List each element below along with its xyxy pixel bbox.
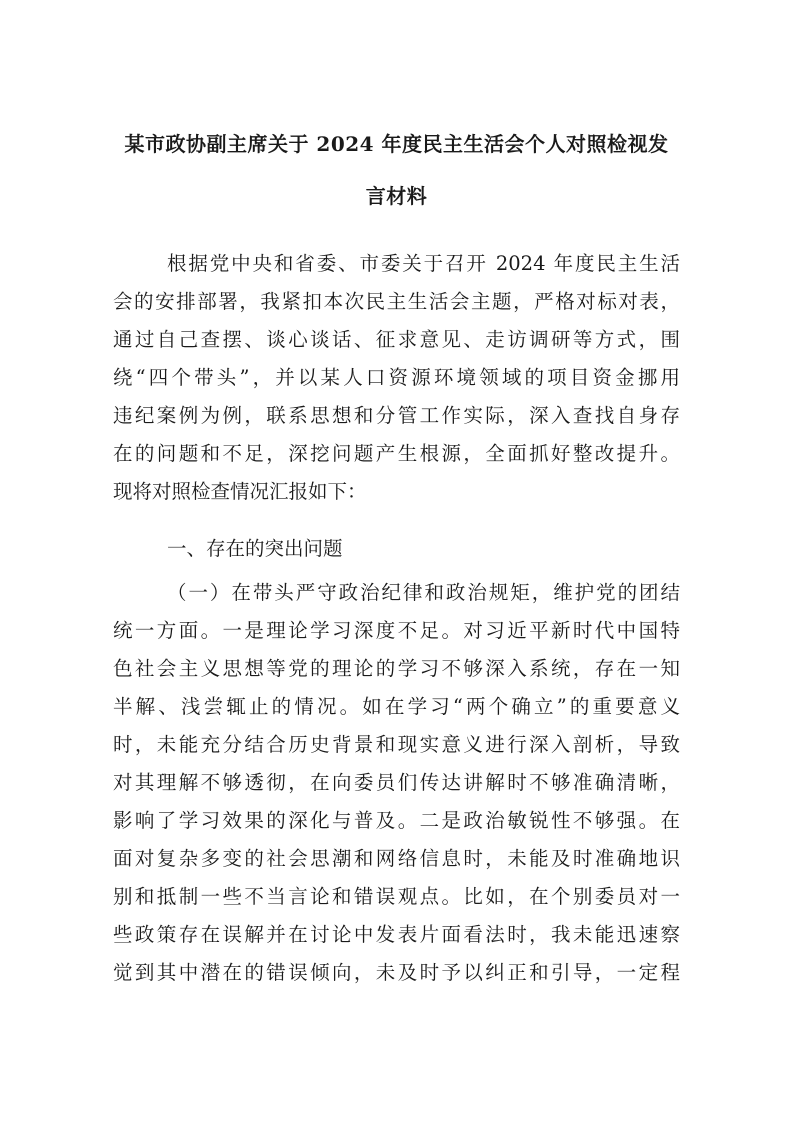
paragraph-line: 违纪案例为例，联系思想和分管工作实际，深入查找自身存 bbox=[113, 404, 680, 427]
paragraph-line: 绕“四个带头”，并以某人口资源环境领域的项目资金挪用 bbox=[113, 366, 680, 389]
paragraph-line: 面对复杂多变的社会思潮和网络信息时，未能及时准确地识 bbox=[113, 847, 680, 870]
paragraph-line: 会的安排部署，我紧扣本次民主生活会主题，严格对标对表， bbox=[113, 290, 680, 313]
section-heading: 一、存在的突出问题 bbox=[167, 537, 343, 560]
paragraph-line: 别和抵制一些不当言论和错误观点。比如，在个别委员对一 bbox=[113, 885, 680, 908]
paragraph-line: 对其理解不够透彻，在向委员们传达讲解时不够准确清晰， bbox=[113, 771, 680, 794]
paragraph-line: 色社会主义思想等党的理论的学习不够深入系统，存在一知 bbox=[113, 657, 680, 680]
paragraph-line: 根据党中央和省委、市委关于召开 2024 年度民主生活 bbox=[167, 252, 680, 275]
paragraph-line: 通过自己查摆、谈心谈话、征求意见、走访调研等方式，围 bbox=[113, 328, 680, 351]
paragraph-line: （一）在带头严守政治纪律和政治规矩，维护党的团结 bbox=[167, 581, 680, 604]
document-title-line-1: 某市政协副主席关于 2024 年度民主生活会个人对照检视发 bbox=[124, 132, 669, 156]
paragraph-line: 觉到其中潜在的错误倾向，未及时予以纠正和引导，一定程 bbox=[113, 961, 680, 984]
paragraph-line: 影响了学习效果的深化与普及。二是政治敏锐性不够强。在 bbox=[113, 809, 680, 832]
paragraph-line: 现将对照检查情况汇报如下： bbox=[113, 480, 367, 503]
paragraph-line: 时，未能充分结合历史背景和现实意义进行深入剖析，导致 bbox=[113, 733, 680, 756]
paragraph-line: 统一方面。一是理论学习深度不足。对习近平新时代中国特 bbox=[113, 619, 680, 642]
paragraph-line: 些政策存在误解并在讨论中发表片面看法时，我未能迅速察 bbox=[113, 923, 680, 946]
paragraph-line: 在的问题和不足，深挖问题产生根源，全面抓好整改提升。 bbox=[113, 442, 680, 465]
paragraph-line: 半解、浅尝辄止的情况。如在学习“两个确立”的重要意义 bbox=[113, 695, 680, 718]
document-title-line-2: 言材料 bbox=[365, 184, 428, 208]
